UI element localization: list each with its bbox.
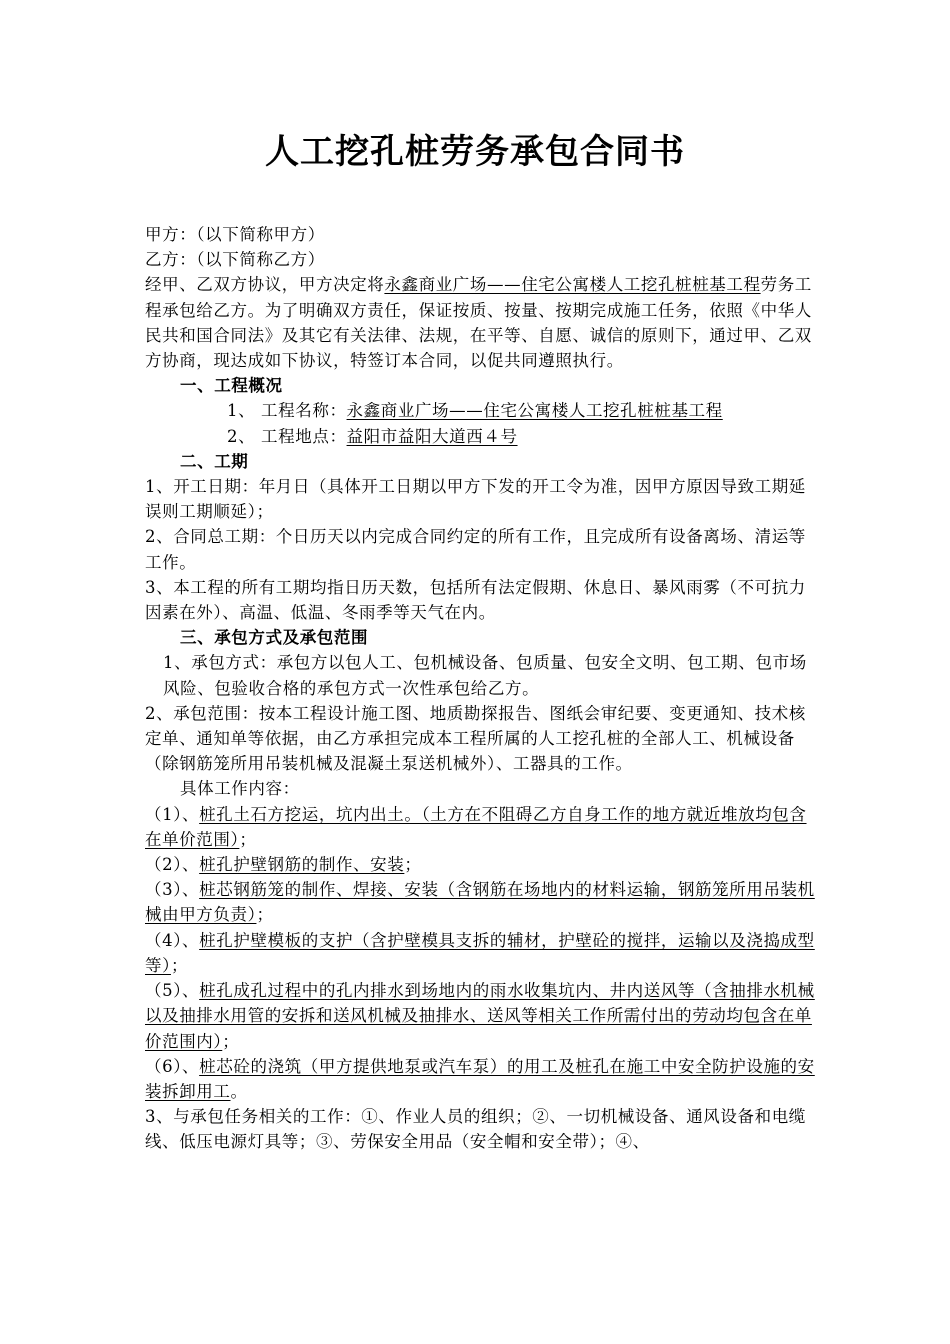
work-item-end: ； <box>239 829 257 849</box>
start-date-paragraph: 1、开工日期：年月日（具体开工日期以甲方下发的开工令为准，因甲方原因导致工期延误则工期顺延）； <box>145 477 806 522</box>
project-name-line <box>145 398 815 423</box>
work-item-end: ； <box>222 1031 240 1051</box>
work-item-number: （2）、 <box>145 855 200 875</box>
project-site-line <box>145 424 815 449</box>
contract-scope-paragraph: 2、承包范围：按本工程设计施工图、地质勘探报告、图纸会审纪要、变更通知、技术核定单、通知单等依据，由乙方承担完成本工程所属的人工挖孔桩的全部人工、机械设备（除钢筋笼所用吊装机械及混凝土泵送机械外）、工器具的工作。 <box>145 703 806 774</box>
work-item-end: ； <box>404 855 422 875</box>
work-item-text: 桩芯砼的浇筑（甲方提供地泵或汽车泵）的用工及桩孔在施工中安全防护设施的安装拆卸用工 <box>145 1056 815 1101</box>
work-item-number: （4）、 <box>145 930 200 950</box>
contract-body <box>145 222 815 1155</box>
work-item <box>145 978 815 1054</box>
work-item-text: 桩孔护壁模板的支护（含护壁模具支拆的辅材，护壁砼的搅拌，运输以及浇捣成型等） <box>145 930 815 975</box>
work-item-text: 桩孔护壁钢筋的制作、安装 <box>199 855 405 875</box>
project-site-value: 益阳市益阳大道西４号 <box>346 426 518 446</box>
document-title: 人工挖孔桩劳务承包合同书 <box>265 132 685 172</box>
work-item-number: （1）、 <box>145 804 200 824</box>
party-a-line: 甲方：（以下简称甲方） <box>145 225 325 244</box>
project-name-value: 永鑫商业广场——住宅公寓楼人工挖孔桩桩基工程 <box>346 401 723 421</box>
work-item-text: 桩孔成孔过程中的孔内排水到场地内的雨水收集坑内、井内送风等（含抽排水机械以及抽排水用管的安拆和送风机械及抽排水、送风等相关工作所需付出的劳动均包含在单价范围内） <box>145 981 815 1051</box>
party-b-line: 乙方：（以下简称乙方） <box>145 250 325 270</box>
intro-paragraph <box>145 272 815 373</box>
work-item-end: ； <box>170 955 189 975</box>
work-item-number: （5）、 <box>145 981 200 1001</box>
project-site-label: 2、 工程地点： <box>227 426 347 446</box>
work-item-number: （3）、 <box>145 880 200 900</box>
work-item <box>145 928 815 978</box>
section-2-heading: 二、工期 <box>180 451 249 471</box>
work-item <box>145 852 815 877</box>
section-1-heading: 一、工程概况 <box>180 376 283 396</box>
section-3-heading: 三、承包方式及承包范围 <box>180 628 369 648</box>
work-item <box>145 1054 815 1104</box>
work-content-label: 具体工作内容： <box>180 779 300 799</box>
work-item-end: 。 <box>230 1081 248 1101</box>
total-duration-paragraph: 2、合同总工期：个日历天以内完成合同约定的所有工作，且完成所有设备离场、清运等工作。 <box>145 527 806 572</box>
project-name-label: 1、 工程名称： <box>227 401 347 421</box>
work-item <box>145 802 815 852</box>
work-item-number: （6）、 <box>145 1056 200 1076</box>
work-item-text: 桩芯钢筋笼的制作、焊接、安装（含钢筋在场地内的材料运输，钢筋笼所用吊装机械由甲方负责） <box>145 880 815 925</box>
work-item-end: ； <box>256 905 274 925</box>
work-item <box>145 877 815 927</box>
contract-method-paragraph: 1、承包方式：承包方以包人工、包机械设备、包质量、包安全文明、包工期、包市场风险、包验收合格的承包方式一次性承包给乙方。 <box>163 653 807 698</box>
related-work-paragraph: 3、与承包任务相关的工作：①、作业人员的组织；②、一切机械设备、通风设备和电缆线、低压电源灯具等；③、劳保安全用品（安全帽和安全带）；④、 <box>145 1107 806 1152</box>
intro-pre: 经甲、乙双方协议，甲方决定将 <box>145 275 385 295</box>
intro-post: 劳务工程承包给乙方。为了明确双方责任，保证按质、按量、按期完成施工任务，依照《中华人民共和国合同法》及其它有关法律、法规，在平等、自愿、诚信的原则下，通过甲、乙双方协商，现达成如下协议，特签订本合同，以促共同遵照执行。 <box>145 275 812 371</box>
intro-project-name: 永鑫商业广场——住宅公寓楼人工挖孔桩桩基工程 <box>384 275 761 295</box>
calendar-days-paragraph: 3、本工程的所有工期均指日历天数，包括所有法定假期、休息日、暴风雨雾（不可抗力因素在外）、高温、低温、冬雨季等天气在内。 <box>145 577 806 623</box>
work-item-text: 桩孔土石方挖运，坑内出土。（土方在不阻碍乙方自身工作的地方就近堆放均包含在单价范围） <box>145 804 807 849</box>
